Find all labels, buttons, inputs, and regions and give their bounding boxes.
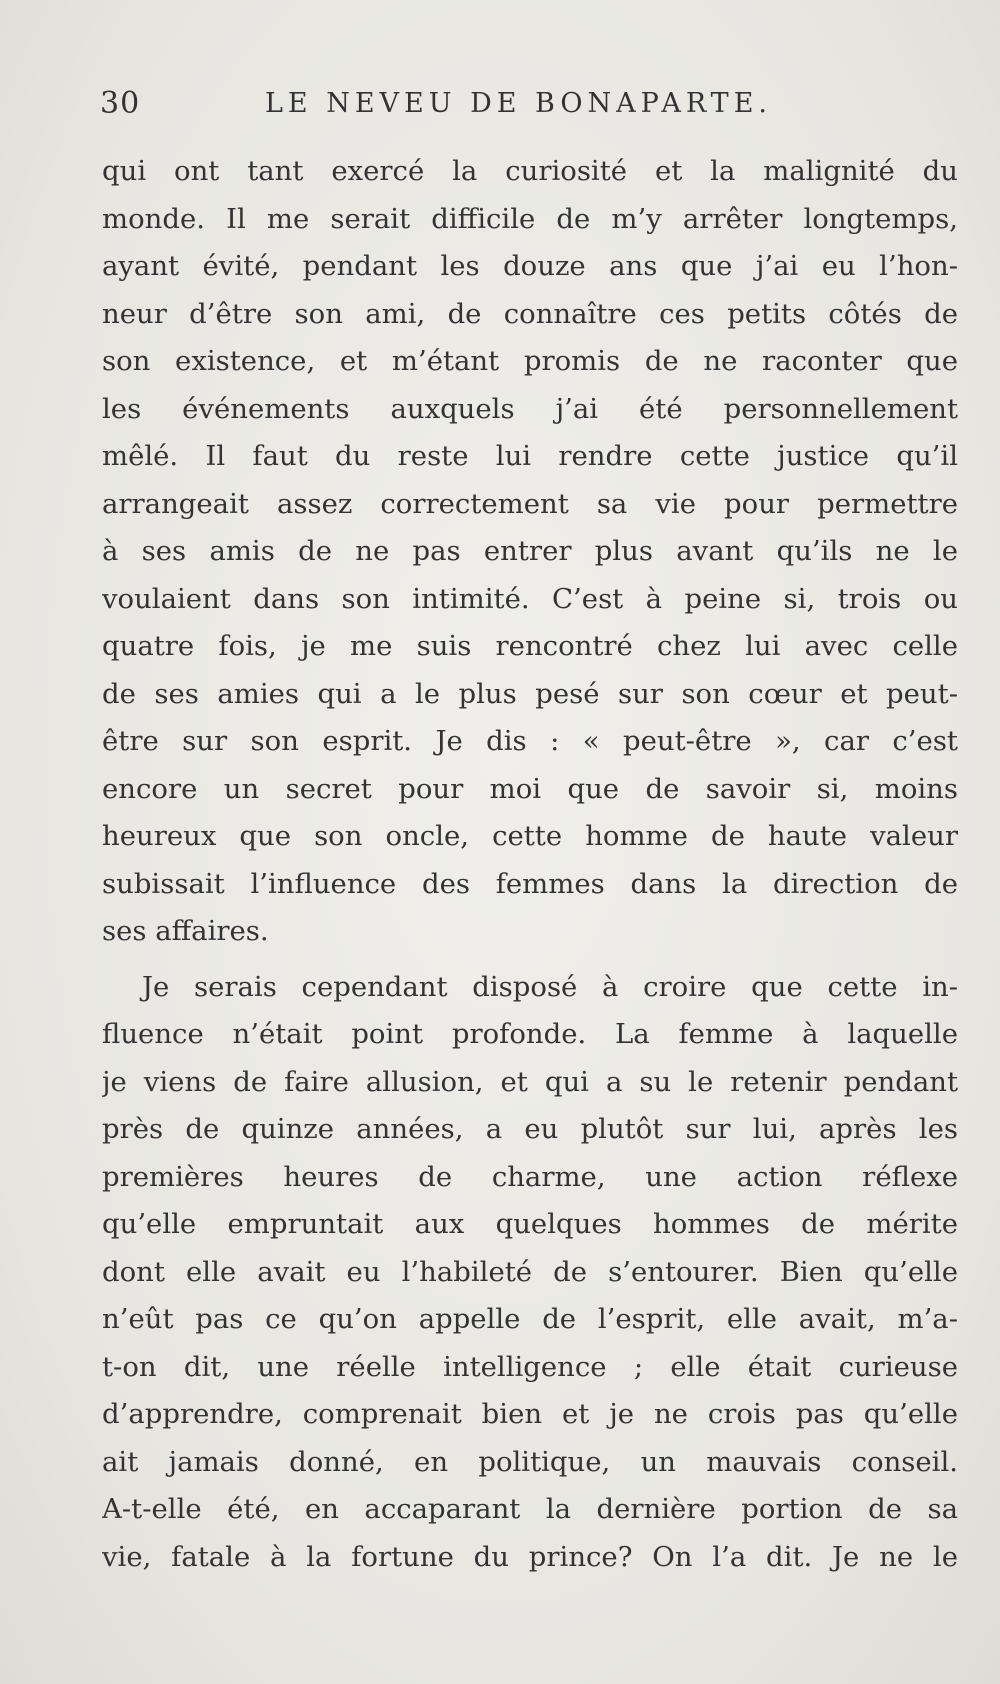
text-line: être sur son esprit. Je dis : « peut-être », car c’est: [102, 725, 958, 757]
text-line: subissait l’influence des femmes dans la direction de: [102, 867, 958, 900]
page-header: [100, 86, 960, 130]
text-line: n’eût pas ce qu’on appelle de l’esprit, elle avait, m’a-: [102, 1303, 958, 1335]
text-line: de ses amies qui a le plus pesé sur son cœur et peut-: [102, 677, 958, 710]
text-line: A-t-elle été, en accaparant la dernière portion de sa: [102, 1493, 958, 1525]
text-line: d’apprendre, comprenait bien et je ne crois pas qu’elle: [102, 1398, 958, 1430]
text-line: je viens de faire allusion, et qui a su le retenir pendant: [102, 1065, 958, 1098]
text-line: ses affaires.: [102, 915, 269, 947]
text-line: heureux que son oncle, cette homme de haute valeur: [102, 820, 958, 852]
text-line: les événements auxquels j’ai été personnellement: [102, 392, 958, 425]
text-line: mêlé. Il faut du reste lui rendre cette justice qu’il: [102, 440, 958, 472]
paragraph: [102, 964, 958, 1582]
text-line: son existence, et m’étant promis de ne raconter que: [102, 345, 958, 377]
text-line: arrangeait assez correctement sa vie pour permettre: [102, 487, 958, 520]
page-number: 30: [100, 86, 141, 121]
text-line: qu’elle empruntait aux quelques hommes de mérite: [102, 1208, 958, 1240]
text-line: fluence n’était point profonde. La femme à laquelle: [102, 1018, 958, 1050]
running-title: LE NEVEU DE BONAPARTE.: [265, 88, 772, 119]
text-line: voulaient dans son intimité. C’est à peine si, trois ou: [102, 582, 958, 615]
text-line: premières heures de charme, une action réflexe: [102, 1160, 958, 1193]
paragraph: [102, 148, 958, 956]
text-line: vie, fatale à la fortune du prince? On l’a dit. Je ne le: [102, 1540, 958, 1573]
body-text: [102, 148, 958, 1581]
text-line: à ses amis de ne pas entrer plus avant qu’ils ne le: [102, 535, 958, 567]
text-line: neur d’être son ami, de connaître ces petits côtés de: [102, 297, 958, 330]
text-line: Je serais cependant disposé à croire que cette in-: [142, 970, 958, 1003]
text-line: quatre fois, je me suis rencontré chez lui avec celle: [102, 630, 958, 662]
text-line: t-on dit, une réelle intelligence ; elle était curieuse: [102, 1350, 958, 1383]
text-line: ayant évité, pendant les douze ans que j’ai eu l’hon-: [102, 250, 958, 282]
text-line: qui ont tant exercé la curiosité et la malignité du: [102, 155, 958, 187]
text-line: près de quinze années, a eu plutôt sur lui, après les: [102, 1113, 958, 1145]
text-line: ait jamais donné, en politique, un mauvais conseil.: [102, 1445, 958, 1478]
text-line: dont elle avait eu l’habileté de s’entourer. Bien qu’elle: [102, 1255, 958, 1288]
text-line: encore un secret pour moi que de savoir si, moins: [102, 772, 958, 805]
text-line: monde. Il me serait difficile de m’y arrêter longtemps,: [102, 202, 958, 235]
